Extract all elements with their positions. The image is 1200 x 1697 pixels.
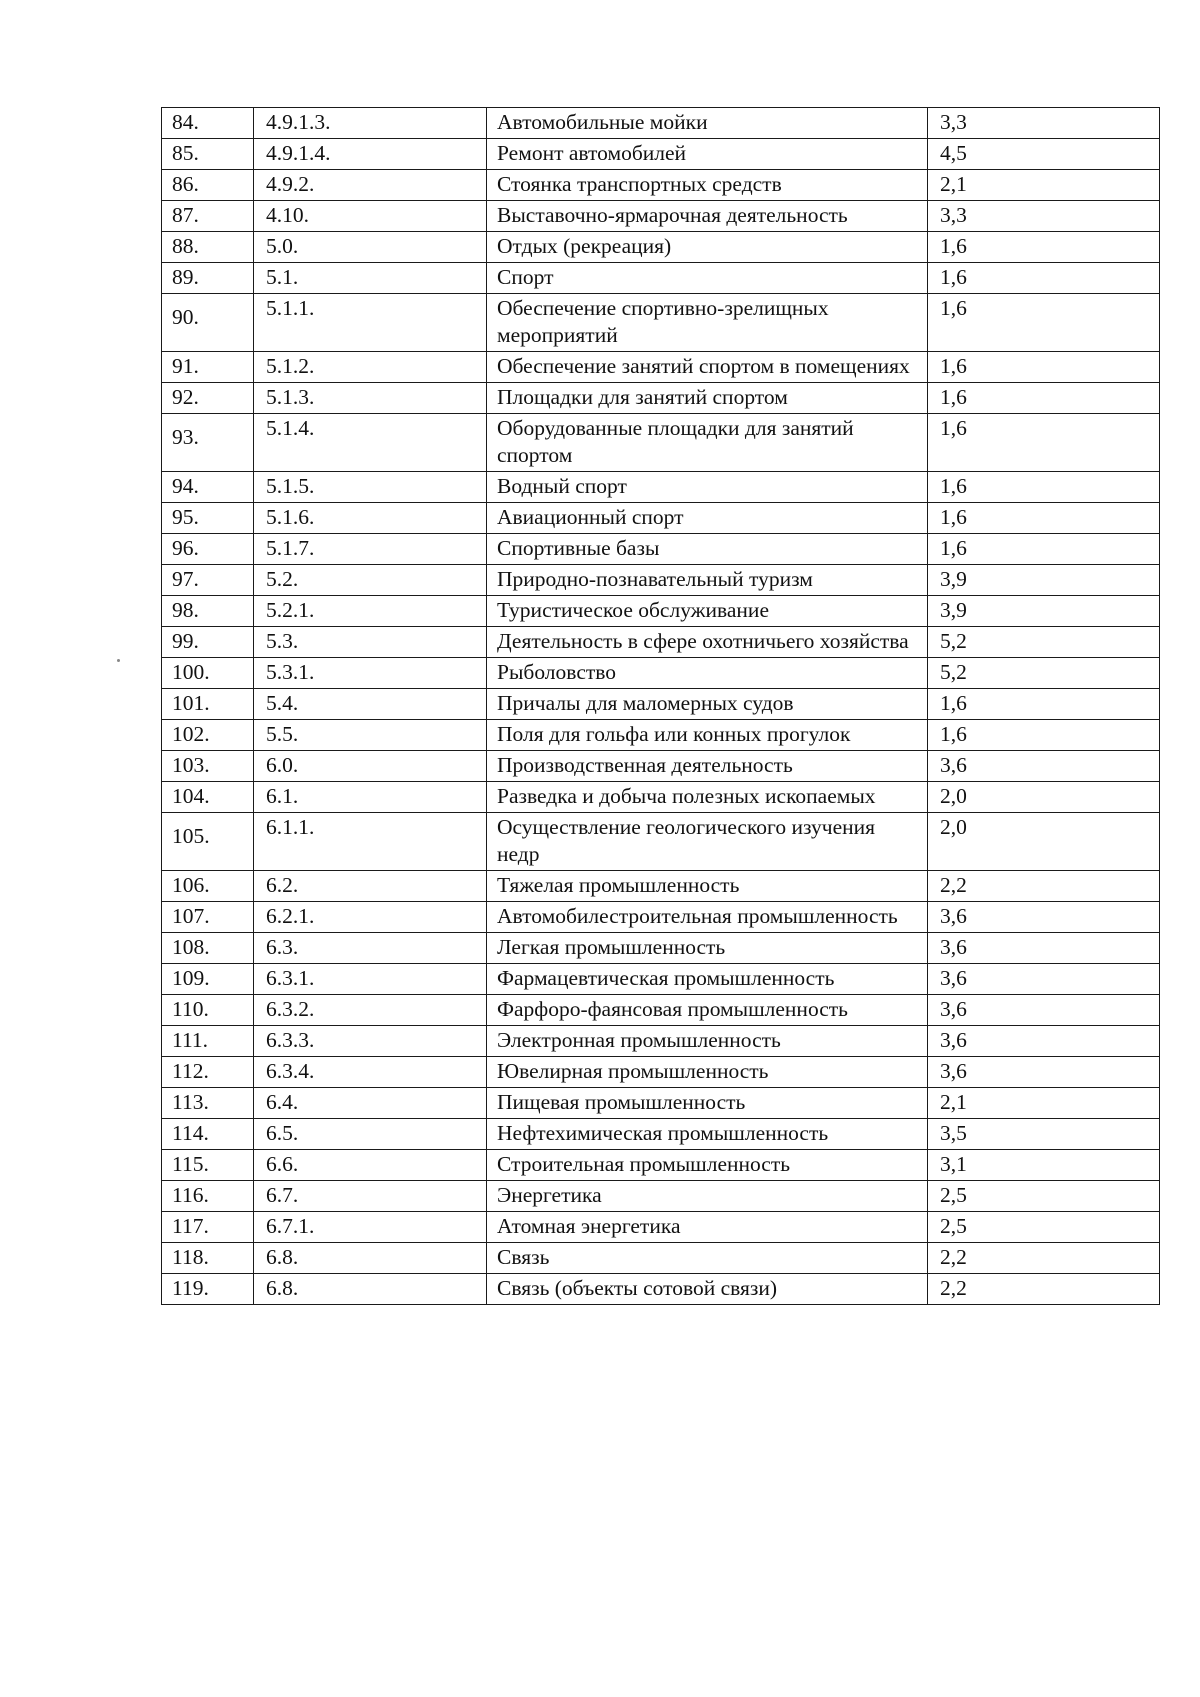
table-body [162,108,1160,1305]
row-name: Рыболовство [487,658,928,689]
row-name: Связь [487,1243,928,1274]
row-value: 2,5 [928,1181,1160,1212]
row-name: Оборудованные площадки для занятий спортом [487,414,928,472]
row-name: Обеспечение занятий спортом в помещениях [487,352,928,383]
row-name: Стоянка транспортных средств [487,170,928,201]
row-value: 1,6 [928,720,1160,751]
table-row [162,170,1160,201]
row-value: 3,1 [928,1150,1160,1181]
row-name: Осуществление геологического изучения недр [487,813,928,871]
row-value: 1,6 [928,352,1160,383]
row-value: 2,2 [928,1274,1160,1305]
table-row [162,1274,1160,1305]
row-value: 3,9 [928,596,1160,627]
table-row [162,534,1160,565]
table-row [162,1119,1160,1150]
table-row [162,108,1160,139]
table-row [162,782,1160,813]
row-value: 3,9 [928,565,1160,596]
row-value: 1,6 [928,232,1160,263]
row-code: 6.1.1. [254,813,487,871]
row-value: 2,2 [928,871,1160,902]
row-code: 5.1.5. [254,472,487,503]
row-code: 6.7.1. [254,1212,487,1243]
row-name: Тяжелая промышленность [487,871,928,902]
row-name: Атомная энергетика [487,1212,928,1243]
row-name: Разведка и добыча полезных ископаемых [487,782,928,813]
row-name: Фармацевтическая промышленность [487,964,928,995]
row-value: 4,5 [928,139,1160,170]
table-row [162,995,1160,1026]
row-number: 109. [162,964,254,995]
row-code: 5.4. [254,689,487,720]
row-number: 97. [162,565,254,596]
table-row [162,902,1160,933]
row-number: 110. [162,995,254,1026]
row-number: 100. [162,658,254,689]
row-name: Выставочно-ярмарочная деятельность [487,201,928,232]
table-row [162,383,1160,414]
row-code: 6.2. [254,871,487,902]
table-row [162,414,1160,472]
row-value: 3,3 [928,201,1160,232]
row-number: 88. [162,232,254,263]
row-number: 117. [162,1212,254,1243]
table-row [162,933,1160,964]
row-value: 2,2 [928,1243,1160,1274]
row-code: 5.1.3. [254,383,487,414]
row-value: 5,2 [928,627,1160,658]
row-number: 102. [162,720,254,751]
row-number: 103. [162,751,254,782]
row-value: 3,6 [928,995,1160,1026]
row-number: 101. [162,689,254,720]
row-name: Причалы для маломерных судов [487,689,928,720]
row-number: 112. [162,1057,254,1088]
row-number: 91. [162,352,254,383]
row-number: 87. [162,201,254,232]
row-code: 6.3. [254,933,487,964]
row-code: 6.8. [254,1274,487,1305]
row-number: 105. [162,813,254,871]
row-value: 1,6 [928,414,1160,472]
row-value: 1,6 [928,503,1160,534]
table-row [162,1243,1160,1274]
table-row [162,503,1160,534]
row-code: 5.3. [254,627,487,658]
row-name: Деятельность в сфере охотничьего хозяйства [487,627,928,658]
row-value: 3,6 [928,751,1160,782]
row-value: 2,1 [928,1088,1160,1119]
row-value: 3,6 [928,1026,1160,1057]
table-row [162,352,1160,383]
row-code: 6.3.2. [254,995,487,1026]
table-row [162,201,1160,232]
row-code: 4.9.1.4. [254,139,487,170]
row-number: 114. [162,1119,254,1150]
row-number: 90. [162,294,254,352]
row-number: 99. [162,627,254,658]
table-row [162,1088,1160,1119]
table-row [162,565,1160,596]
row-value: 1,6 [928,534,1160,565]
row-number: 98. [162,596,254,627]
row-name: Туристическое обслуживание [487,596,928,627]
row-name: Водный спорт [487,472,928,503]
scan-speck [117,659,120,662]
row-name: Ювелирная промышленность [487,1057,928,1088]
row-value: 3,6 [928,902,1160,933]
table-row [162,139,1160,170]
row-number: 89. [162,263,254,294]
table-row [162,1181,1160,1212]
row-value: 3,3 [928,108,1160,139]
row-name: Энергетика [487,1181,928,1212]
row-name: Отдых (рекреация) [487,232,928,263]
row-code: 6.3.4. [254,1057,487,1088]
table-row [162,871,1160,902]
row-code: 5.2. [254,565,487,596]
row-name: Автомобилестроительная промышленность [487,902,928,933]
row-value: 3,6 [928,933,1160,964]
row-code: 5.3.1. [254,658,487,689]
row-code: 4.9.2. [254,170,487,201]
row-number: 107. [162,902,254,933]
row-name: Автомобильные мойки [487,108,928,139]
row-code: 5.1.7. [254,534,487,565]
table-row [162,964,1160,995]
row-value: 1,6 [928,294,1160,352]
row-code: 6.6. [254,1150,487,1181]
row-number: 108. [162,933,254,964]
table-row [162,232,1160,263]
table-row [162,751,1160,782]
row-name: Обеспечение спортивно-зрелищных мероприятий [487,294,928,352]
row-name: Ремонт автомобилей [487,139,928,170]
row-number: 85. [162,139,254,170]
row-name: Фарфоро-фаянсовая промышленность [487,995,928,1026]
row-number: 93. [162,414,254,472]
row-name: Связь (объекты сотовой связи) [487,1274,928,1305]
table-row [162,263,1160,294]
row-number: 111. [162,1026,254,1057]
row-name: Электронная промышленность [487,1026,928,1057]
row-value: 1,6 [928,472,1160,503]
row-code: 5.2.1. [254,596,487,627]
table-row [162,658,1160,689]
row-value: 2,0 [928,813,1160,871]
row-name: Строительная промышленность [487,1150,928,1181]
row-code: 4.9.1.3. [254,108,487,139]
table-row [162,1026,1160,1057]
table-row [162,689,1160,720]
row-name: Авиационный спорт [487,503,928,534]
row-number: 118. [162,1243,254,1274]
row-value: 3,6 [928,964,1160,995]
row-code: 6.3.3. [254,1026,487,1057]
row-number: 104. [162,782,254,813]
table-row [162,813,1160,871]
table-row [162,294,1160,352]
row-name: Природно-познавательный туризм [487,565,928,596]
row-code: 5.1.2. [254,352,487,383]
row-name: Производственная деятельность [487,751,928,782]
row-number: 95. [162,503,254,534]
row-number: 119. [162,1274,254,1305]
row-number: 113. [162,1088,254,1119]
row-code: 6.8. [254,1243,487,1274]
row-value: 2,5 [928,1212,1160,1243]
row-value: 1,6 [928,383,1160,414]
table-row [162,1150,1160,1181]
row-code: 5.1.4. [254,414,487,472]
row-number: 116. [162,1181,254,1212]
row-number: 96. [162,534,254,565]
row-value: 5,2 [928,658,1160,689]
row-code: 5.0. [254,232,487,263]
land-use-table [161,107,1160,1305]
row-code: 5.1.6. [254,503,487,534]
row-value: 1,6 [928,263,1160,294]
table-row [162,1212,1160,1243]
row-name: Легкая промышленность [487,933,928,964]
row-code: 4.10. [254,201,487,232]
row-number: 94. [162,472,254,503]
row-name: Нефтехимическая промышленность [487,1119,928,1150]
row-code: 6.3.1. [254,964,487,995]
row-value: 1,6 [928,689,1160,720]
table-row [162,596,1160,627]
row-code: 5.1.1. [254,294,487,352]
row-code: 6.0. [254,751,487,782]
row-name: Спорт [487,263,928,294]
row-number: 86. [162,170,254,201]
row-number: 106. [162,871,254,902]
row-number: 115. [162,1150,254,1181]
row-name: Пищевая промышленность [487,1088,928,1119]
row-code: 5.1. [254,263,487,294]
row-value: 2,0 [928,782,1160,813]
row-name: Спортивные базы [487,534,928,565]
table-row [162,472,1160,503]
row-name: Площадки для занятий спортом [487,383,928,414]
row-code: 5.5. [254,720,487,751]
row-value: 3,5 [928,1119,1160,1150]
table-row [162,720,1160,751]
row-code: 6.7. [254,1181,487,1212]
row-code: 6.5. [254,1119,487,1150]
row-number: 84. [162,108,254,139]
row-value: 2,1 [928,170,1160,201]
row-code: 6.1. [254,782,487,813]
row-value: 3,6 [928,1057,1160,1088]
table-row [162,627,1160,658]
row-number: 92. [162,383,254,414]
row-code: 6.4. [254,1088,487,1119]
row-name: Поля для гольфа или конных прогулок [487,720,928,751]
row-code: 6.2.1. [254,902,487,933]
table-row [162,1057,1160,1088]
